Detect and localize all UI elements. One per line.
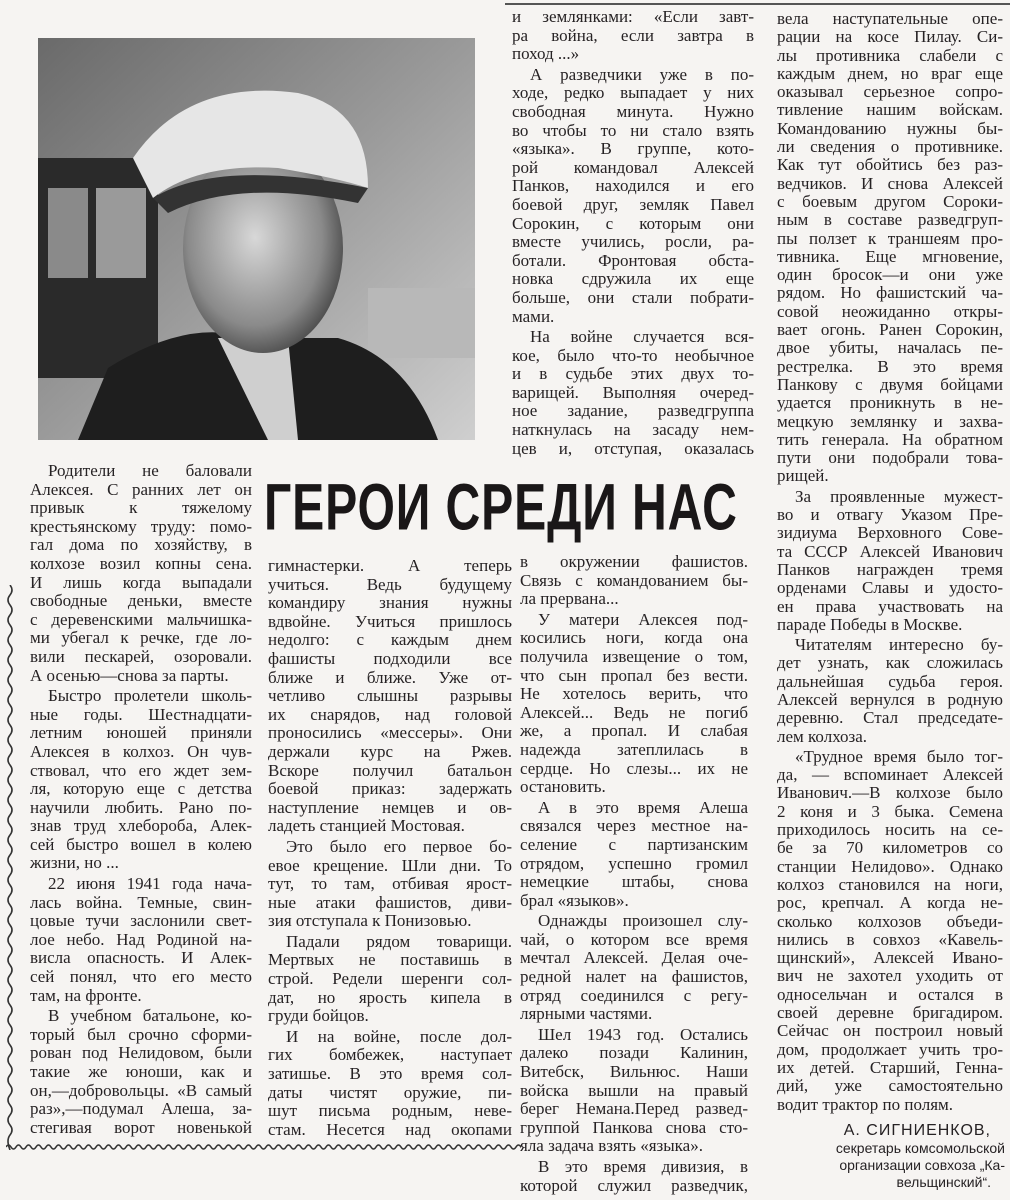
text-line: крестьянскому труду: помо- (30, 516, 252, 536)
text-line: та СССР Алексей Иванович (777, 541, 1003, 561)
text-line: За проявленные мужест- (795, 486, 1003, 506)
text-line: наступление немцев и ов- (268, 797, 512, 817)
text-line: ные атаки фашистов, диви- (268, 892, 512, 912)
text-line: тивника. Еще мгновение, (777, 246, 1003, 266)
text-line: Не хотелось верить, что (520, 684, 748, 704)
text-line: проносились «мессеры». Они (268, 723, 512, 743)
text-line: вич не захотел уходить от (777, 966, 1003, 986)
text-line: летним юношей приняли (30, 723, 252, 743)
text-line: лем колхоза. (777, 726, 868, 746)
text-line: надежда затеплилась в (520, 739, 748, 759)
text-line: 22 июня 1941 года нача- (48, 874, 252, 894)
text-line: сей быстро вошел в колею (30, 834, 252, 854)
paragraph (777, 636, 1003, 746)
text-line: Вскоре получил батальон (268, 760, 512, 780)
paragraph (512, 66, 754, 326)
text-line: и в судьбе этих двух то- (512, 364, 754, 384)
text-line: сердце. Но слезы... их не (520, 758, 748, 778)
text-line: И лишь когда выпадали (30, 572, 252, 592)
text-line: недолго: с каждым днем (268, 630, 512, 650)
text-line: приходилось носить на се- (777, 820, 1003, 840)
text-line: яла задача взять «языка». (520, 1136, 703, 1156)
text-line: щинский», Алексей Ивано- (777, 948, 1003, 968)
text-line: один бросок—и они уже (777, 265, 1003, 285)
text-line: рован под Нелидовом, были (30, 1043, 252, 1063)
text-line: мечтал Алексей. Делая оче- (520, 948, 748, 968)
text-line: вела наступательные опе- (777, 9, 1003, 28)
text-line: чай, о котором все время (520, 929, 748, 949)
text-line: Мертвых не поставишь в (268, 950, 512, 970)
text-line: лы противника слабели с (777, 45, 1003, 65)
text-line: рой командовал Алексей (512, 157, 754, 177)
text-line: рации на косе Пилау. Си- (777, 27, 1003, 47)
text-line: односельчан и остался в (777, 984, 1003, 1004)
text-line: ходе, редко выпадает у них (512, 83, 754, 103)
text-line: Панков награжден тремя (777, 559, 1003, 579)
paragraph (30, 875, 252, 1005)
text-line: там, на фронте. (30, 985, 142, 1005)
text-line: вили пескарей, озоровали. (30, 646, 252, 666)
text-line: «языка». В группе, кото- (512, 139, 754, 159)
text-line: удается проникнуть в не- (777, 393, 1003, 413)
text-line: группой Панкова снова сто- (520, 1117, 748, 1137)
text-line: вместе учились, росли, ра- (512, 232, 754, 252)
text-line: селение с партизанским (520, 834, 748, 854)
text-line: Панкову с двумя бойцами (777, 374, 1003, 394)
text-line: новка сдружила их еще (512, 269, 754, 289)
text-line: Иванович.—В колхозе было (777, 783, 1003, 803)
text-line: отрядом, успешно громил (520, 853, 748, 873)
text-line: Алексей... Ведь не погиб (520, 702, 748, 722)
text-line: Связь с командованием бы- (520, 570, 748, 590)
text-line: Родители не баловали (48, 461, 252, 480)
text-line: учиться. Ведь будущему (268, 574, 512, 594)
paragraph (520, 1158, 748, 1195)
wavy-border-left (6, 585, 14, 1150)
text-line: ближе и ближе. Уже от- (268, 667, 512, 687)
text-line: дальнейшая судьба героя. (777, 671, 1003, 691)
text-line: Витебск, Вильнюс. Наши (520, 1062, 748, 1082)
text-line: даты чистят оружие, пи- (268, 1082, 512, 1102)
text-line: ми убегал к речке, где ло- (30, 628, 252, 648)
text-line: брал «языков». (520, 890, 629, 910)
text-line: их снарядов, над головой (268, 704, 512, 724)
paragraph (777, 10, 1003, 486)
text-line: Алексея в колхоз. Он чув- (30, 741, 252, 761)
text-line: ведчиков. И снова Алексей (777, 173, 1003, 193)
text-line: их детей. Старший, Генна- (777, 1057, 1003, 1077)
top-rule (505, 3, 1010, 5)
text-line: сей понял, что его место (30, 967, 252, 987)
text-line: В учебном батальоне, ко- (48, 1006, 252, 1026)
text-line: пути они подобрали това- (777, 448, 1003, 468)
text-line: с деревенскими мальчишка- (30, 609, 252, 629)
text-line: варищей. Выполняя очеред- (512, 382, 754, 402)
text-line: водит трактор по полям. (777, 1094, 954, 1114)
text-line: же, а пропал. И слабая (520, 721, 748, 741)
text-line: параде Победы в Москве. (777, 614, 963, 634)
paragraph (30, 687, 252, 873)
paragraph (520, 912, 748, 1024)
paragraph (512, 8, 754, 64)
text-line: цовые тучи заслонили свет- (30, 911, 252, 931)
text-line: войска вышли на правый (520, 1080, 748, 1100)
text-line: Падали рядом товарищи. (286, 931, 512, 951)
text-line: цев и, отступая, оказалась (512, 438, 754, 458)
text-line: Сорокин, с которым они (512, 213, 754, 233)
paragraph (520, 553, 748, 609)
text-line: гих бомбежек, наступает (268, 1045, 512, 1065)
text-line: тут, то там, отбивая ярост- (268, 874, 512, 894)
column-3-bottom (520, 553, 748, 1197)
text-line: Алексей вернулся в родную (777, 689, 1003, 709)
text-line: стам. Несется над окопами (268, 1119, 512, 1139)
text-line: гал дома по хозяйству, в (30, 535, 252, 555)
text-line: ли сведения о противнике. (777, 137, 1003, 157)
text-line: висла опасность. И Алек- (30, 948, 252, 968)
headline: ГЕРОИ СРЕДИ НАС (264, 469, 738, 544)
text-line: наткнулась на засаду нем- (512, 420, 754, 440)
text-line: Читателям интересно бу- (795, 635, 1003, 655)
text-line: ствовал, что его ждет зем- (30, 760, 252, 780)
text-line: бе за 70 километров со (777, 838, 1003, 858)
text-line: А разведчики уже в по- (530, 64, 754, 84)
paragraph (777, 748, 1003, 1114)
text-line: что сын пропал без вести. (520, 665, 748, 685)
text-line: в окружении фашистов. (520, 552, 748, 571)
text-line: стегивая ворот новенькой (30, 1117, 252, 1137)
text-line: научили любить. Рано по- (30, 797, 252, 817)
text-line: «Трудное время было тог- (795, 746, 1003, 766)
paragraph (268, 557, 512, 836)
text-line: отряд соединился с регу- (520, 985, 748, 1005)
text-line: держали курс на Ржев. (268, 741, 512, 761)
paragraph (520, 1026, 748, 1156)
text-line: А осенью—снова за парты. (30, 665, 229, 685)
text-line: дет узнать, как сложилась (777, 653, 1003, 673)
text-line: дом, продолжает учить тро- (777, 1039, 1003, 1059)
wavy-border-bottom (6, 1143, 521, 1151)
text-line: зидиума Верховного Сове- (777, 523, 1003, 543)
text-line: В это время дивизия, в (538, 1157, 748, 1176)
text-line: лярными частями. (520, 1004, 653, 1024)
text-line: ладеть станцией Мостовая. (268, 816, 465, 836)
text-line: Шел 1943 год. Остались (538, 1024, 748, 1044)
text-line: У матери Алексея под- (538, 609, 748, 629)
text-line: Алексея. С ранних лет он (30, 479, 252, 499)
text-line: получила извещение о том, (520, 646, 748, 666)
paragraph (268, 838, 512, 931)
text-line: ра война, если завтра в (512, 25, 754, 45)
text-line: вдвойне. Учиться пришлось (268, 611, 512, 631)
text-line: больше, они стали побрати- (512, 287, 754, 307)
text-line: Быстро пролетели школь- (48, 686, 252, 706)
text-line: двое убиты, началась пе- (777, 338, 1003, 358)
text-line: такие же юноши, как и (30, 1062, 252, 1081)
text-line: лое небо. Над Родиной на- (30, 929, 252, 949)
text-line: Однажды произошел слу- (538, 911, 748, 931)
text-line: раз»,—подумал Алеша, за- (30, 1099, 252, 1119)
text-line: ен права участвовать на (777, 596, 1003, 616)
text-line: берег Немана.Перед развед- (520, 1099, 748, 1119)
text-line: тить генерала. На обратном (777, 429, 1003, 449)
text-line: дий, уже самостоятельно (777, 1076, 1003, 1096)
text-line: во чтобы то ни стало взять (512, 120, 754, 140)
text-line: фашисты подходили все (268, 648, 512, 668)
text-line: затишье. В это время сол- (268, 1064, 512, 1084)
text-line: боевой приказ: задержать (268, 779, 512, 799)
paragraph (30, 462, 252, 685)
text-line: тивление нашим войскам. (777, 100, 1003, 120)
text-line: станции Нелидово». Однако (777, 856, 1003, 876)
text-line: рос, крепчал. А когда не- (777, 893, 1003, 913)
text-line: далеко позади Калинин, (520, 1043, 748, 1063)
text-line: 2 коня и 3 быка. Семена (777, 801, 1003, 821)
text-line: рядом. Но фашистский ча- (777, 283, 1003, 303)
author-signature (775, 1122, 1005, 1191)
text-line: И на войне, после дол- (286, 1026, 512, 1046)
column-4 (777, 10, 1003, 1116)
paragraph (512, 328, 754, 458)
text-line: ные годы. Шестнадцати- (30, 704, 252, 724)
text-line: пы ползет к траншеям про- (777, 228, 1003, 248)
text-line: и землянками: «Если завт- (512, 7, 754, 26)
text-line: зия отступала к Понизовью. (268, 911, 472, 931)
text-line: связался через местное на- (520, 816, 748, 836)
text-line: боевой друг, земляк Павел (512, 194, 754, 214)
text-line: своей деревне бригадиром. (777, 1003, 1003, 1023)
text-line: командиру знания нужны (268, 593, 512, 613)
text-line: свободная минута. Нужно (512, 101, 754, 121)
text-line: четливо слышны разрывы (268, 686, 512, 706)
text-line: остановить. (520, 777, 606, 797)
text-line: ное задание, разведгруппа (512, 401, 754, 421)
text-line: косились ноги, когда она (520, 628, 748, 648)
column-2 (268, 557, 512, 1141)
text-line: поход ...» (512, 44, 580, 64)
text-line: дат, но ярость кипела в (268, 987, 512, 1007)
column-3-top (512, 8, 754, 460)
text-line: которой служил разведчик, (520, 1175, 748, 1195)
paragraph (30, 1007, 252, 1137)
author-name: А. СИГНИЕНКОВ, (843, 1122, 991, 1139)
text-line: да, — вспоминает Алексей (777, 765, 1003, 785)
text-line: ным в составе разведгруп- (777, 210, 1003, 230)
portrait-photo (38, 38, 475, 440)
text-line: рищей. (777, 466, 829, 486)
text-line: вает огонь. Ранен Сорокин, (777, 320, 1003, 340)
text-line: шут письма родным, неве- (268, 1101, 512, 1121)
column-1 (30, 462, 252, 1139)
paragraph (268, 933, 512, 1026)
text-line: редной налет на фашистов, (520, 967, 748, 987)
paragraph (520, 799, 748, 911)
text-line: гимнастерки. А теперь (268, 556, 512, 575)
text-line: Панков, находился и его (512, 176, 754, 196)
text-line: Сейчас он построил новый (777, 1021, 1003, 1041)
text-line: мецкую землянку и захва- (777, 411, 1003, 431)
portrait-image (38, 38, 475, 440)
text-line: евое крещение. Шли дни. То (268, 855, 512, 875)
text-line: мами. (512, 306, 555, 326)
text-line: деревню. Стал председате- (777, 708, 1003, 728)
text-line: привык к тяжелому (30, 498, 252, 518)
text-line: знав труд хлебороба, Алек- (30, 816, 252, 836)
text-line: рестрелка. В это время (777, 356, 1003, 376)
paragraph (777, 488, 1003, 634)
text-line: оказывал серьезное сопро- (777, 82, 1003, 102)
text-line: нились в совхоз «Кавель- (777, 929, 1003, 949)
text-line: Это было его первое бо- (286, 836, 512, 856)
text-line: колхоз становился на ноги, (777, 874, 1003, 894)
paragraph (520, 611, 748, 797)
text-line: торый был срочно сформи- (30, 1024, 252, 1044)
text-line: колхозе возил копны сена. (30, 553, 252, 573)
text-line: ботали. Фронтовая обста- (512, 250, 754, 270)
text-line: свободные деньки, вместе (30, 591, 252, 611)
text-line: он,—добровольцы. «В самый (30, 1080, 252, 1100)
text-line: сколько колхозов объеди- (777, 911, 1003, 931)
text-line: Как тут обойтись без раз- (777, 155, 1003, 175)
author-role-line: секретарь комсомольской (835, 1140, 1005, 1156)
text-line: кое, было что-то необычное (512, 345, 754, 365)
text-line: На войне случается вся- (530, 327, 754, 347)
text-line: совой неожиданно откры- (777, 301, 1003, 321)
author-role-line: организации совхоза „Ка- (839, 1157, 1005, 1173)
text-line: орденами Славы и удосто- (777, 578, 1003, 598)
text-line: жизни, но ... (30, 853, 119, 873)
text-line: груди бойцов. (268, 1006, 369, 1026)
text-line: каждым днем, но враг еще (777, 63, 1003, 83)
text-line: ла прервана... (520, 589, 619, 609)
text-line: Командованию нужны бы- (777, 118, 1003, 138)
text-line: строй. Редели шеренги сол- (268, 969, 512, 989)
text-line: А в это время Алеша (538, 797, 748, 817)
paragraph (268, 1028, 512, 1140)
text-line: с боевым другом Сороки- (777, 191, 1003, 211)
text-line: лась война. Темные, свин- (30, 892, 252, 912)
text-line: во и отвагу Указом Пре- (777, 505, 1003, 525)
text-line: ля, которую еще с детства (30, 779, 252, 799)
author-role-line: вельщинский“. (896, 1174, 991, 1190)
text-line: немецкие штабы, снова (520, 872, 748, 892)
